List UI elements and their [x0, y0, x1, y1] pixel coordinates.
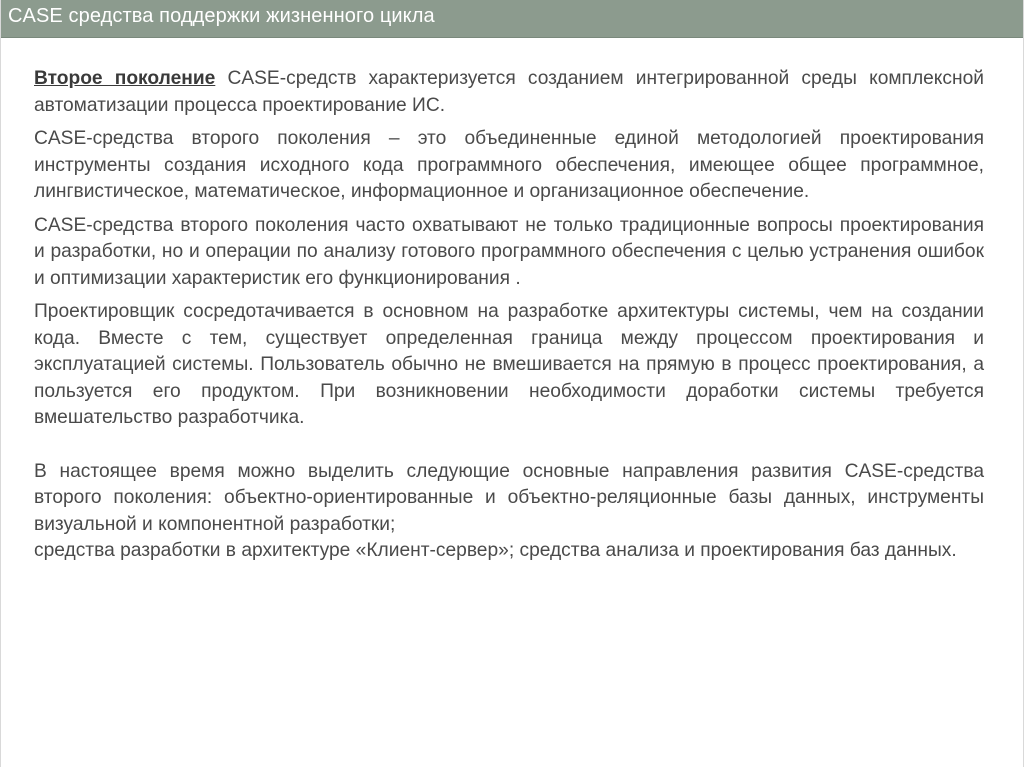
- paragraph-definition: CASE-средства второго поколения – это объединенные единой методологией проектирования инструменты создания исходного кода программного обеспечения, имеющее общее программное, лингвистическое, математическое, информационное и организационное обеспечение.: [34, 128, 984, 202]
- paragraph-scope: CASE-средства второго поколения часто охватывают не только традиционные вопросы проектирования и разработки, но и операции по анализу готового программного обеспечения с целью устранения ошибок и оптимизации характеристик его функционирования .: [34, 214, 984, 289]
- slide-title: CASE средства поддержки жизненного цикла: [8, 5, 435, 27]
- paragraph-text: CASE-средств характеризуется созданием интегрированной среды комплексной автоматизации процесса проектирование ИС.: [34, 68, 984, 116]
- title-bar: [1, 0, 1024, 38]
- paragraph-directions: В настоящее время можно выделить следующие основные направления развития CASE-средства второго поколения: объектно-ориентированные и объектно-реляционные базы данных, инструменты визуальной и компонентной разработки;: [34, 460, 984, 535]
- paragraph-tools: средства разработки в архитектуре «Клиент-сервер»; средства анализа и проектирования баз данных.: [34, 540, 957, 561]
- slide-body: [34, 66, 984, 572]
- paragraph-designer: Проектировщик сосредотачивается в основном на разработке архитектуры системы, чем на создании кода. Вместе с тем, существует определенная граница между процессом проектирования и эксплуатацией системы. Пользователь обычно не вмешивается на прямую в процесс проектирования, а пользуется его продуктом. При возникновении необходимости доработки системы требуется вмешательство разработчика.: [34, 301, 984, 428]
- lead-term: Второе поколение: [34, 68, 216, 89]
- spacer: [34, 439, 984, 459]
- paragraph-second-generation: [34, 66, 984, 119]
